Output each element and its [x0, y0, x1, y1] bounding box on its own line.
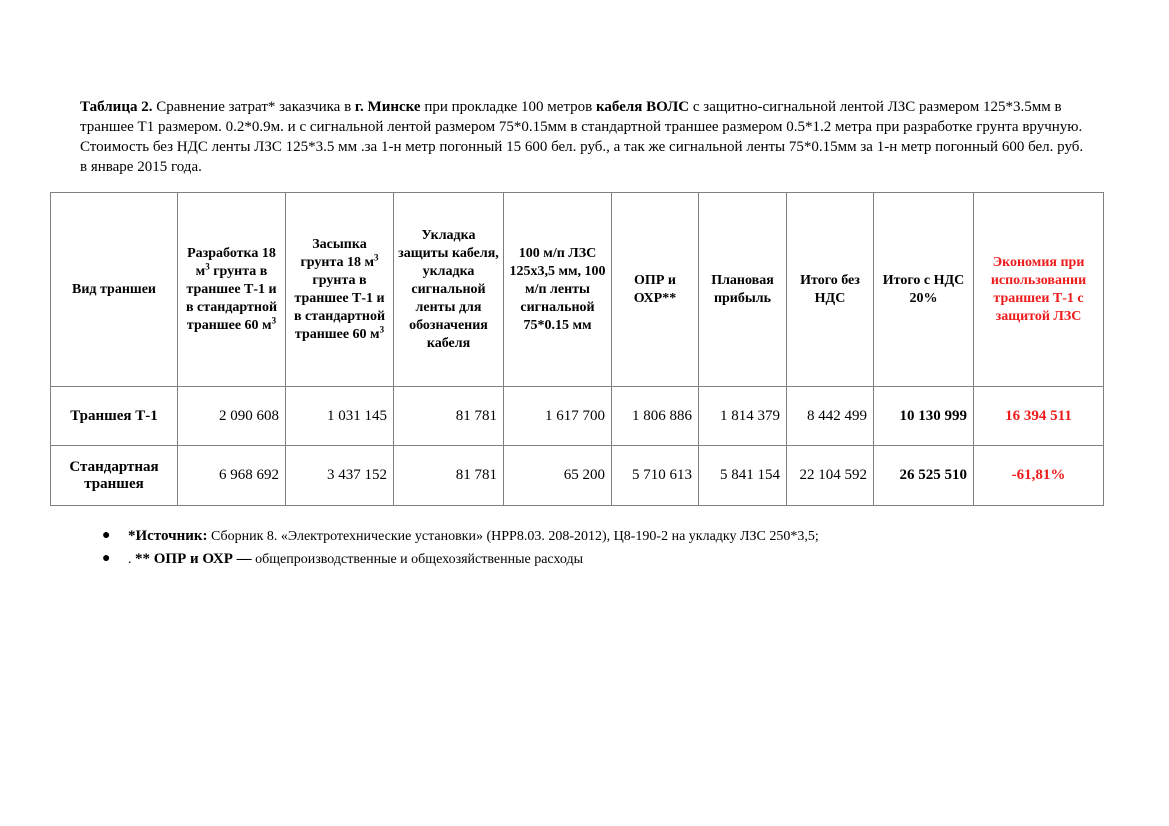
- cell-opr: 1 806 886: [612, 387, 699, 446]
- cell-savings: 16 394 511: [974, 387, 1104, 446]
- cell-tape: 1 617 700: [504, 387, 612, 446]
- cell-laying: 81 781: [394, 446, 504, 506]
- caption-text-3: с защитно-сигнальной лентой ЛЗС размером 125*3.5мм в траншее Т1 размером. 0.2*0.9м. и с сигнальной лентой размером 75*0.15мм в стандартной траншее размером 0.5*1.2 метра при разработке грунта вручную. Стоимость без НДС ленты ЛЗС 125*3.5 мм .за 1-н метр погонный 15 600 бел. руб., а так же сигнальной ленты 75*0.15мм за 1-н метр погонный 600 бел. руб. в январе 2015 года.: [80, 99, 1084, 175]
- cell-digging: 6 968 692: [178, 446, 286, 506]
- cell-total-vat: 10 130 999: [874, 387, 974, 446]
- cell-opr: 5 710 613: [612, 446, 699, 506]
- cell-profit: 5 841 154: [699, 446, 787, 506]
- caption-city: г. Минске: [354, 99, 421, 115]
- header-total-vat: Итого с НДС 20%: [874, 193, 974, 387]
- cell-total-no-vat: 22 104 592: [787, 446, 874, 506]
- cell-backfill: 3 437 152: [286, 446, 394, 506]
- header-profit: Плановая прибыль: [699, 193, 787, 387]
- header-laying: Укладка защиты кабеля, укладка сигнальной ленты для обозначения кабеля: [394, 193, 504, 387]
- row-name: Траншея Т-1: [51, 387, 178, 446]
- cell-total-no-vat: 8 442 499: [787, 387, 874, 446]
- cell-profit: 1 814 379: [699, 387, 787, 446]
- header-savings: Экономия при использовании траншеи Т-1 с защитой ЛЗС: [974, 193, 1104, 387]
- table-caption: [80, 97, 1090, 177]
- cell-total-vat: 26 525 510: [874, 446, 974, 506]
- header-digging: Разработка 18 $м^3$ грунта в траншее Т-1 и в стандартной траншее 60 $м^3$: [178, 193, 286, 387]
- header-total-no-vat: Итого без НДС: [787, 193, 874, 387]
- cell-tape: 65 200: [504, 446, 612, 506]
- table-row: [51, 387, 1104, 446]
- table-row: [51, 446, 1104, 506]
- cell-laying: 81 781: [394, 387, 504, 446]
- header-row: [51, 193, 1104, 387]
- footnotes: [100, 525, 819, 571]
- bullet-icon: ●: [102, 528, 111, 543]
- footnote-source: ● *Источник: Сборник 8. «Электротехнические установки» (НРР8.03. 208-2012), Ц8-190-2 на укладку ЛЗС 250*3,5;: [100, 525, 819, 548]
- cell-digging: 2 090 608: [178, 387, 286, 446]
- row-name: Стандартная траншея: [51, 446, 178, 506]
- cost-comparison-table: [50, 192, 1104, 506]
- header-backfill: Засыпка грунта 18 $м^3$ грунта в траншее Т-1 и в стандартной траншее 60 $м^3$: [286, 193, 394, 387]
- cell-savings: -61,81%: [974, 446, 1104, 506]
- footnote-opr: ● . ** ОПР и ОХР — общепроизводственные и общехозяйственные расходы: [100, 548, 819, 571]
- bullet-icon: ●: [102, 551, 111, 566]
- header-trench-type: Вид траншеи: [51, 193, 178, 387]
- cell-backfill: 1 031 145: [286, 387, 394, 446]
- caption-text-2: при прокладке 100 метров: [420, 99, 597, 115]
- header-tape: 100 м/п ЛЗС 125х3,5 мм, 100 м/п ленты сигнальной 75*0.15 мм: [504, 193, 612, 387]
- header-opr: ОПР и ОХР**: [612, 193, 699, 387]
- caption-text-1: Сравнение затрат* заказчика в: [152, 99, 355, 115]
- caption-label: Таблица 2.: [80, 99, 153, 115]
- caption-cable: кабеля ВОЛС: [596, 99, 690, 115]
